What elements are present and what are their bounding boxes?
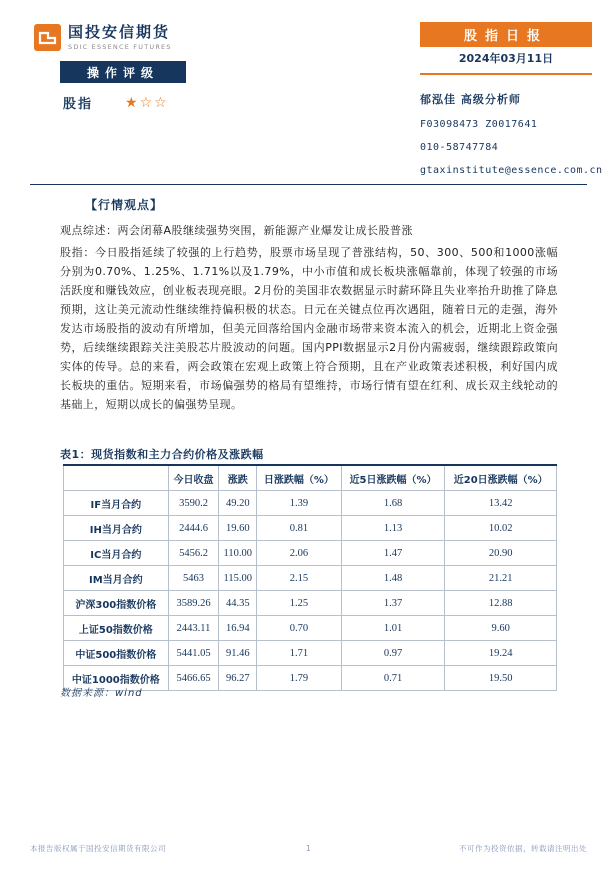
table-row-label: 沪深300指数价格: [64, 591, 169, 616]
company-name-cn: 国投安信期货: [68, 23, 171, 41]
price-table: [63, 464, 557, 691]
table-cell: 115.00: [219, 566, 257, 591]
company-logo: [34, 24, 172, 51]
table-cell: 5463: [168, 566, 219, 591]
company-logo-icon: [34, 24, 61, 51]
table-cell: 1.71: [257, 641, 342, 666]
report-date: 2024年03月11日: [420, 50, 592, 75]
table-row-label: IH当月合约: [64, 516, 169, 541]
table-cell: 2.06: [257, 541, 342, 566]
footer-disclaimer: 不可作为投资依据，转载请注明出处: [459, 844, 587, 853]
instrument-rating-row: [63, 93, 169, 112]
analyst-phone: 010-58747784: [420, 142, 499, 153]
analyst-info: [420, 91, 603, 176]
rating-banner: 操作评级: [60, 61, 186, 83]
table-cell: 2443.11: [168, 616, 219, 641]
table-cell: 96.27: [219, 666, 257, 691]
table-header-cell: 今日收盘: [168, 465, 219, 491]
table-cell: 13.42: [445, 491, 557, 516]
table-cell: 3590.2: [168, 491, 219, 516]
table-cell: 1.79: [257, 666, 342, 691]
table-row-label: 中证500指数价格: [64, 641, 169, 666]
viewpoint-summary: 观点综述：两会闭幕A股继续强势突围，新能源产业爆发让成长股普涨: [60, 224, 414, 237]
table-cell: 1.13: [341, 516, 445, 541]
table-row: [64, 516, 557, 541]
section-title-viewpoint: 【行情观点】: [85, 198, 164, 212]
instrument-name: 股指: [63, 97, 94, 112]
footer-copyright: 本报告版权属于国投安信期货有限公司: [30, 844, 166, 853]
star-rating: ★☆☆: [125, 94, 169, 111]
table-cell: 2444.6: [168, 516, 219, 541]
table-cell: 0.81: [257, 516, 342, 541]
table-row-label: 上证50指数价格: [64, 616, 169, 641]
table-cell: 19.50: [445, 666, 557, 691]
report-type-banner: 股指日报: [420, 22, 592, 47]
table-cell: 1.48: [341, 566, 445, 591]
table-row-label: IC当月合约: [64, 541, 169, 566]
table-cell: 1.68: [341, 491, 445, 516]
table-cell: 1.01: [341, 616, 445, 641]
footer-page-number: 1: [305, 844, 312, 853]
table-cell: 21.21: [445, 566, 557, 591]
table-cell: 9.60: [445, 616, 557, 641]
table-cell: 16.94: [219, 616, 257, 641]
table-cell: 20.90: [445, 541, 557, 566]
table-cell: 5441.05: [168, 641, 219, 666]
table-cell: 0.71: [341, 666, 445, 691]
viewpoint-analysis: 股指：今日股指延续了较强的上行趋势，股票市场呈现了普涨结构，50、300、500和1000涨幅分别为0.70%、1.25%、1.71%以及1.79%，中小市值和成长板块涨幅靠前，体现了较强的市场活跃度和赚钱效应，创业板表现亮眼。2月份的美国非农数据显示时薪环降且失业率抬升助推了降息预期，这让美元流动性继续维持偏积极的状态。日元在关键点位再次遇阻，随着日元的走强，海外发达市场股指的波动有所增加，但美元回落给国内金融市场带来资本流入的机会，近期北上资金强势，后续继续跟踪关注美股芯片股波动的问题。国内PPI数据显示2月份内需疲弱，继续跟踪政策向实体的传导。总的来看，两会政策在宏观上政策上符合预期，且在产业政策表述积极，利好国内成长板块的重估。短期来看，市场偏强势的格局有望维持，市场行情有望在红利、成长双主线轮动的基础上，短期以成长的偏强势呈现。: [60, 246, 558, 411]
company-name-en: SDIC ESSENCE FUTURES: [68, 43, 172, 51]
table-row-label: 中证1000指数价格: [64, 666, 169, 691]
table-cell: 1.25: [257, 591, 342, 616]
table-cell: 44.35: [219, 591, 257, 616]
table-header-cell: [64, 465, 169, 491]
table-cell: 0.97: [341, 641, 445, 666]
table-header-cell: 近20日涨跌幅（%）: [445, 465, 557, 491]
table-header-row: [64, 465, 557, 491]
page-footer: [30, 843, 587, 854]
table-row: [64, 591, 557, 616]
table-row: [64, 541, 557, 566]
table-row-label: IF当月合约: [64, 491, 169, 516]
table-cell: 3589.26: [168, 591, 219, 616]
analyst-name: 郁泓佳 高级分析师: [420, 93, 521, 106]
table-cell: 1.39: [257, 491, 342, 516]
table-cell: 1.47: [341, 541, 445, 566]
table-row: [64, 566, 557, 591]
table-caption: 表1：现货指数和主力合约价格及涨跌幅: [60, 448, 264, 461]
table-row: [64, 616, 557, 641]
table-cell: 10.02: [445, 516, 557, 541]
table-cell: 12.88: [445, 591, 557, 616]
table-cell: 91.46: [219, 641, 257, 666]
table-cell: 0.70: [257, 616, 342, 641]
table-row-label: IM当月合约: [64, 566, 169, 591]
header-divider: [30, 184, 587, 185]
analyst-email: gtaxinstitute@essence.com.cn: [420, 165, 603, 176]
table-cell: 5456.2: [168, 541, 219, 566]
table-header-cell: 涨跌: [219, 465, 257, 491]
table-cell: 19.24: [445, 641, 557, 666]
analyst-license: F03098473 Z0017641: [420, 119, 538, 130]
table-cell: 1.37: [341, 591, 445, 616]
table-cell: 49.20: [219, 491, 257, 516]
table-header-cell: 近5日涨跌幅（%）: [341, 465, 445, 491]
table-header-cell: 日涨跌幅（%）: [257, 465, 342, 491]
table-cell: 2.15: [257, 566, 342, 591]
company-name: [68, 24, 172, 51]
table-row: [64, 491, 557, 516]
table-cell: 110.00: [219, 541, 257, 566]
data-source: 数据来源：wind: [60, 688, 143, 699]
table-row: [64, 641, 557, 666]
table-cell: 19.60: [219, 516, 257, 541]
table-cell: 5466.65: [168, 666, 219, 691]
